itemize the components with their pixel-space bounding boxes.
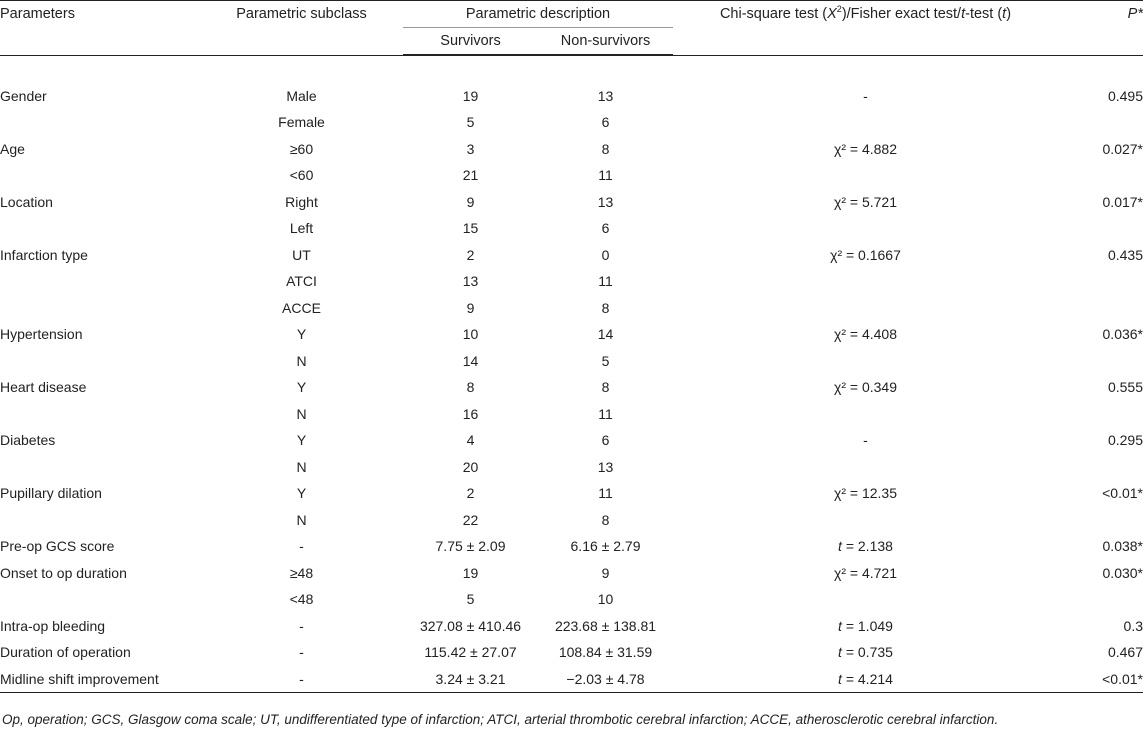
p-value-cell xyxy=(1058,295,1143,322)
param-cell xyxy=(0,348,200,375)
test-cell xyxy=(673,507,1058,534)
param-cell xyxy=(0,586,200,613)
p-value-cell xyxy=(1058,401,1143,428)
test-cell: χ² = 0.1667 xyxy=(830,246,901,263)
table-row xyxy=(0,507,1143,534)
param-cell xyxy=(0,109,200,136)
non-survivors-cell: 0 xyxy=(601,246,610,263)
table-row xyxy=(0,480,1143,507)
survivors-cell: 3 xyxy=(466,140,475,157)
survivors-cell: 115.42 ± 27.07 xyxy=(424,644,517,660)
table-row xyxy=(0,295,1143,322)
p-value-cell: 0.027* xyxy=(1102,140,1143,157)
survivors-cell: 5 xyxy=(466,591,475,607)
non-survivors-cell: 11 xyxy=(598,167,613,183)
subclass-cell: N xyxy=(296,405,307,422)
survivors-cell: 2 xyxy=(466,485,475,501)
param-cell: Pre-op GCS score xyxy=(0,538,115,554)
p-value-cell xyxy=(1058,586,1143,613)
non-survivors-cell: 108.84 ± 31.59 xyxy=(558,644,653,660)
non-survivors-cell: 6 xyxy=(601,432,610,448)
test-cell: χ² = 12.35 xyxy=(834,485,897,501)
non-survivors-cell: 8 xyxy=(601,140,610,157)
survivors-cell: 7.75 ± 2.09 xyxy=(435,538,506,554)
p-value-cell: 0.017* xyxy=(1102,193,1143,210)
param-cell xyxy=(0,401,200,428)
p-value-cell: 0.467 xyxy=(1107,644,1143,660)
test-cell: χ² = 5.721 xyxy=(834,193,897,210)
subclass-cell: N xyxy=(296,511,307,528)
table-row xyxy=(0,83,1143,110)
non-survivors-cell: 8 xyxy=(601,299,610,316)
table-footnote: Op, operation; GCS, Glasgow coma scale; UT, undifferentiated type of infarction; ATCI, arterial thrombotic cerebral infarction; ACCE, atherosclerotic cerebral infarction. xyxy=(2,712,999,727)
p-value-cell xyxy=(1058,109,1143,136)
non-survivors-cell: 5 xyxy=(601,352,610,369)
test-cell: - xyxy=(863,87,868,104)
header-subclass: Parametric subclass xyxy=(200,1,403,55)
non-survivors-cell: 8 xyxy=(601,379,610,395)
subclass-cell: Left xyxy=(289,220,314,236)
table-row xyxy=(0,374,1143,401)
test-cell: t = 2.138 xyxy=(838,538,893,554)
non-survivors-cell: 6.16 ± 2.79 xyxy=(570,538,641,554)
param-cell: Infarction type xyxy=(0,246,88,263)
table-row xyxy=(0,215,1143,242)
test-cell: t = 0.735 xyxy=(838,644,893,660)
subclass-cell: <60 xyxy=(289,167,314,183)
p-value-cell: 0.030* xyxy=(1102,564,1143,581)
survivors-cell: 8 xyxy=(466,379,475,395)
param-cell: Hypertension xyxy=(0,326,83,342)
table-row xyxy=(0,613,1143,640)
subclass-cell: ACCE xyxy=(282,299,321,316)
survivors-cell: 2 xyxy=(466,246,475,263)
subclass-cell: ≥60 xyxy=(289,140,314,157)
survivors-cell: 5 xyxy=(466,114,475,130)
p-value-cell: 0.3 xyxy=(1123,617,1143,634)
p-value-cell xyxy=(1058,507,1143,534)
param-cell: Intra-op bleeding xyxy=(0,617,106,634)
param-cell: Pupillary dilation xyxy=(0,485,102,501)
header-survivors: Survivors xyxy=(403,28,538,55)
survivors-cell: 22 xyxy=(462,511,479,528)
p-value-cell xyxy=(1058,348,1143,375)
non-survivors-cell: 13 xyxy=(597,87,614,104)
p-value-cell: <0.01* xyxy=(1102,485,1143,501)
test-cell xyxy=(673,586,1058,613)
test-cell xyxy=(673,295,1058,322)
param-cell: Diabetes xyxy=(0,432,56,448)
test-cell: χ² = 4.721 xyxy=(834,564,897,581)
table-row xyxy=(0,189,1143,216)
test-cell: χ² = 4.408 xyxy=(834,326,897,342)
non-survivors-cell: 13 xyxy=(597,193,614,210)
table-row xyxy=(0,109,1143,136)
test-cell: t = 1.049 xyxy=(838,617,893,634)
survivors-cell: 9 xyxy=(466,299,475,316)
subclass-cell: Female xyxy=(278,114,325,130)
test-cell: χ² = 0.349 xyxy=(834,379,897,395)
subclass-cell: N xyxy=(296,352,307,369)
p-value-cell: <0.01* xyxy=(1058,666,1143,693)
survivors-cell: 9 xyxy=(466,193,475,210)
table-row xyxy=(0,666,1143,693)
param-cell: Midline shift improvement xyxy=(0,666,200,693)
subclass-cell: - xyxy=(200,666,403,693)
survivors-cell: 20 xyxy=(462,458,479,475)
test-cell xyxy=(673,454,1058,481)
subclass-cell: - xyxy=(299,538,304,554)
p-value-cell: 0.038* xyxy=(1102,538,1143,554)
p-value-cell: 0.295 xyxy=(1107,432,1143,448)
test-cell: - xyxy=(863,432,868,448)
test-cell xyxy=(673,215,1058,242)
param-cell xyxy=(0,215,200,242)
subclass-cell: - xyxy=(299,644,304,660)
param-cell xyxy=(0,507,200,534)
table-row xyxy=(0,454,1143,481)
header-non-survivors: Non-survivors xyxy=(538,28,673,55)
non-survivors-cell: 11 xyxy=(598,405,613,422)
subclass-cell: Right xyxy=(285,193,318,210)
table-row xyxy=(0,560,1143,587)
subclass-cell: Y xyxy=(296,485,307,501)
param-cell: Heart disease xyxy=(0,379,87,395)
param-cell: Location xyxy=(0,193,53,210)
non-survivors-cell: 8 xyxy=(601,511,610,528)
param-cell: Onset to op duration xyxy=(0,564,127,581)
table-row xyxy=(0,321,1143,348)
subclass-cell: - xyxy=(299,617,304,634)
subclass-cell: ATCI xyxy=(286,273,317,289)
p-value-cell xyxy=(1058,268,1143,295)
survivors-cell: 3.24 ± 3.21 xyxy=(403,666,538,693)
survivors-cell: 327.08 ± 410.46 xyxy=(419,617,522,634)
survivors-cell: 4 xyxy=(466,432,475,448)
test-cell xyxy=(673,268,1058,295)
test-cell: χ² = 4.882 xyxy=(834,140,897,157)
non-survivors-cell: 6 xyxy=(601,220,610,236)
table-row xyxy=(0,268,1143,295)
p-value-cell: 0.555 xyxy=(1107,379,1143,395)
param-cell xyxy=(0,162,200,189)
param-cell: Age xyxy=(0,140,25,157)
subclass-cell: ≥48 xyxy=(289,564,314,581)
param-cell xyxy=(0,454,200,481)
table-row xyxy=(0,639,1143,666)
subclass-cell: UT xyxy=(292,246,311,263)
survivors-cell: 19 xyxy=(462,564,479,581)
test-cell xyxy=(673,348,1058,375)
header-p: P* xyxy=(1058,1,1143,55)
survivors-cell: 10 xyxy=(462,326,479,342)
table-row xyxy=(0,242,1143,269)
p-value-cell xyxy=(1058,162,1143,189)
subclass-cell: <48 xyxy=(289,591,314,607)
survivors-cell: 19 xyxy=(462,87,479,104)
table-row xyxy=(0,348,1143,375)
header-description: Parametric description xyxy=(403,1,673,28)
survivors-cell: 16 xyxy=(462,405,479,422)
param-cell xyxy=(0,295,200,322)
param-cell: Duration of operation xyxy=(0,644,131,660)
table-row xyxy=(0,401,1143,428)
table-row xyxy=(0,586,1143,613)
subclass-cell: Y xyxy=(296,326,307,342)
non-survivors-cell: 223.68 ± 138.81 xyxy=(554,617,657,634)
non-survivors-cell: 10 xyxy=(597,591,614,607)
table-row xyxy=(0,136,1143,163)
non-survivors-cell: 11 xyxy=(598,485,613,501)
subclass-cell: Y xyxy=(296,432,307,448)
test-cell xyxy=(673,401,1058,428)
non-survivors-cell: 11 xyxy=(598,273,613,289)
non-survivors-cell: −2.03 ± 4.78 xyxy=(538,666,673,693)
table-row xyxy=(0,162,1143,189)
non-survivors-cell: 9 xyxy=(601,564,610,581)
subclass-cell: N xyxy=(296,458,307,475)
subclass-cell: Male xyxy=(286,87,317,104)
param-cell: Gender xyxy=(0,87,47,104)
header-test: Chi-square test $(X^2)$/Fisher exact test/t-test (t) xyxy=(673,1,1058,55)
test-cell xyxy=(673,109,1058,136)
header-parameters: Parameters xyxy=(0,1,200,55)
test-cell: t = 4.214 xyxy=(673,666,1058,693)
survivors-cell: 13 xyxy=(462,273,479,289)
p-value-cell: 0.495 xyxy=(1107,87,1143,104)
test-cell xyxy=(673,162,1058,189)
table-row xyxy=(0,427,1143,454)
non-survivors-cell: 14 xyxy=(597,326,614,342)
survivors-cell: 15 xyxy=(462,220,479,236)
non-survivors-cell: 6 xyxy=(601,114,610,130)
p-value-cell xyxy=(1058,215,1143,242)
p-value-cell: 0.036* xyxy=(1102,326,1143,342)
survivors-cell: 21 xyxy=(462,167,479,183)
param-cell xyxy=(0,268,200,295)
survivors-cell: 14 xyxy=(462,352,479,369)
non-survivors-cell: 13 xyxy=(597,458,614,475)
table-body xyxy=(0,56,1143,693)
p-value-cell: 0.435 xyxy=(1107,246,1143,263)
table-row xyxy=(0,533,1143,560)
p-value-cell xyxy=(1058,454,1143,481)
subclass-cell: Y xyxy=(296,379,307,395)
